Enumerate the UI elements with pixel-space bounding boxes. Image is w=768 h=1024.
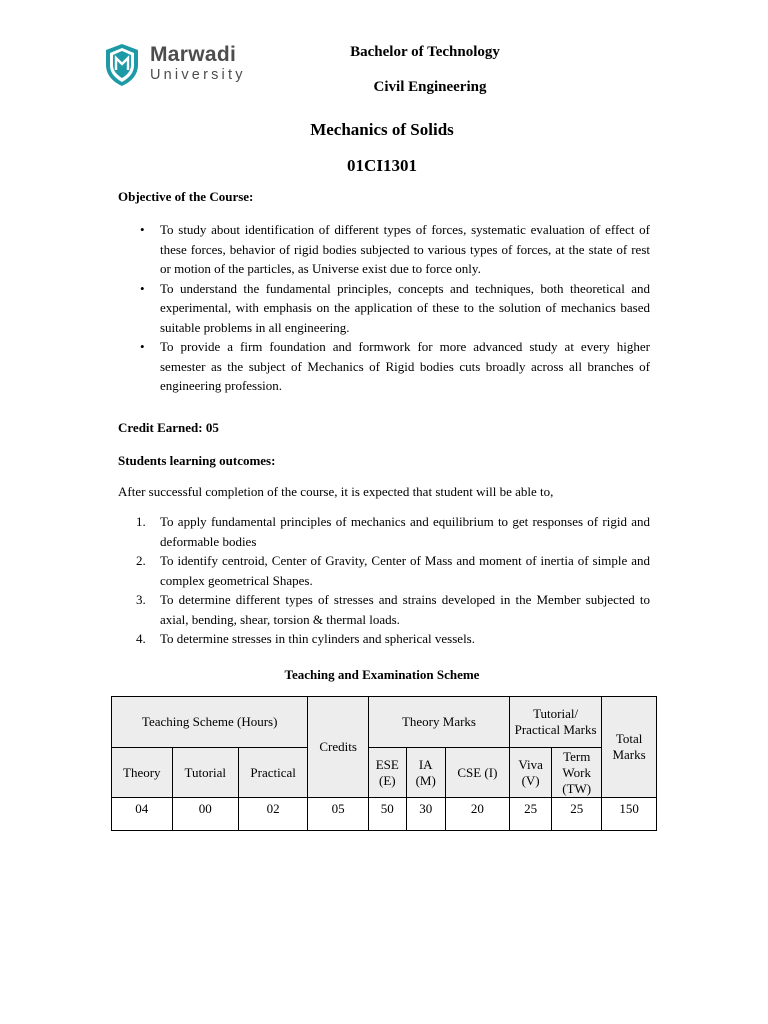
cse-header: CSE (I) xyxy=(445,748,509,798)
total-marks-header: Total Marks xyxy=(602,697,657,798)
objective-item: • To provide a firm foundation and formwork for more advanced study at every higher semester as the subject of Mechanics of Rigid bodies cuts broadly across all branches of engineering profession. xyxy=(140,339,650,393)
objective-heading: Objective of the Course: xyxy=(118,189,254,204)
ese-header: ESE (E) xyxy=(368,748,406,798)
practical-header: Practical xyxy=(238,748,307,798)
university-logo xyxy=(104,43,264,87)
table-cell: 25 xyxy=(552,798,602,831)
ia-header: IA (M) xyxy=(406,748,445,798)
outcomes-intro: After successful completion of the course, it is expected that student will be able to, xyxy=(118,484,554,499)
table-row xyxy=(112,798,657,831)
objective-item: • To understand the fundamental principles, concepts and techniques, both theoretical and experimental, with emphasis on the application of these to the solution of mechanics based suitable problems in all engineering. xyxy=(140,280,650,335)
outcomes-heading: Students learning outcomes: xyxy=(118,453,276,468)
table-cell: 05 xyxy=(308,798,369,831)
bullet-icon: • xyxy=(140,222,145,237)
tutorial-practical-header: Tutorial/ Practical Marks xyxy=(510,697,602,748)
logo-subtitle: University xyxy=(150,67,246,83)
scheme-table xyxy=(111,696,657,831)
table-cell: 25 xyxy=(510,798,552,831)
credit-earned: Credit Earned: 05 xyxy=(118,420,219,435)
subject-code: 01CI1301 xyxy=(347,156,417,175)
teaching-scheme-header: Teaching Scheme (Hours) xyxy=(112,697,308,748)
theory-header: Theory xyxy=(112,748,173,798)
objective-item: • To study about identification of different types of forces, systematic evaluation of effect of these forces, behavior of rigid bodies subjected to various types of forces, at the state of rest or motion of the particles, as Universe exist due to force only. xyxy=(140,222,650,276)
objective-list xyxy=(118,220,650,396)
logo-name: Marwadi xyxy=(150,43,237,66)
table-cell: 150 xyxy=(602,798,657,831)
table-cell: 04 xyxy=(112,798,173,831)
outcomes-list xyxy=(118,512,650,649)
objective-list-container xyxy=(118,220,650,396)
outcome-item: 1. To apply fundamental principles of mechanics and equilibrium to get responses of rigid and deformable bodies xyxy=(136,514,650,549)
bullet-icon: • xyxy=(140,280,145,296)
table-cell: 30 xyxy=(406,798,445,831)
table-cell: 00 xyxy=(172,798,238,831)
theory-marks-header: Theory Marks xyxy=(368,697,509,748)
program-title: Bachelor of Technology xyxy=(350,44,500,60)
table-cell: 20 xyxy=(445,798,509,831)
department-title: Civil Engineering xyxy=(373,79,487,95)
term-work-header: Term Work (TW) xyxy=(552,748,602,798)
outcome-item: 4. To determine stresses in thin cylinders and spherical vessels. xyxy=(136,631,475,646)
table-cell: 50 xyxy=(368,798,406,831)
scheme-caption: Teaching and Examination Scheme xyxy=(284,667,480,682)
table-cell: 02 xyxy=(238,798,307,831)
outcome-item: 2. To identify centroid, Center of Gravity, Center of Mass and moment of inertia of simple and complex geometrical Shapes. xyxy=(136,553,650,588)
outcomes-list-container xyxy=(118,512,650,649)
subject-title: Mechanics of Solids xyxy=(310,120,454,139)
credits-header: Credits xyxy=(308,697,369,798)
outcome-item: 3. To determine different types of stresses and strains developed in the Member subjected to axial, bending, shear, torsion & thermal loads. xyxy=(136,592,650,627)
shield-logo-icon xyxy=(104,43,140,87)
viva-header: Viva (V) xyxy=(510,748,552,798)
bullet-icon: • xyxy=(140,339,145,354)
objective-section xyxy=(118,187,650,207)
tutorial-header: Tutorial xyxy=(172,748,238,798)
